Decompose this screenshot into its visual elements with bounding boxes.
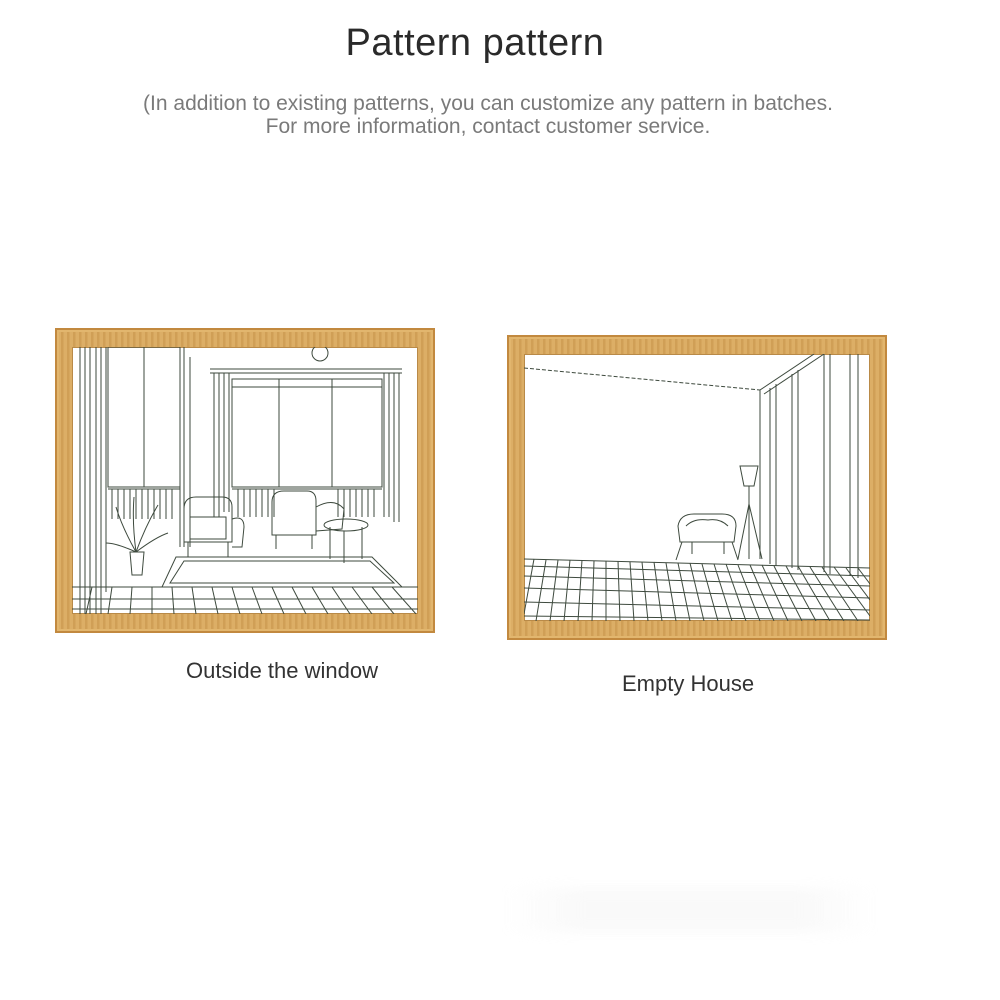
subtitle-line-2: For more information, contact customer service. [265, 115, 711, 138]
pattern-illustration-empty-house [524, 354, 870, 621]
page-subtitle [0, 92, 976, 138]
page-title: Pattern pattern [345, 22, 605, 64]
empty-room-sketch-illustration [524, 354, 870, 621]
pattern-illustration-outside-the-window [72, 347, 418, 614]
subtitle-line-1: (In addition to existing patterns, you can customize any pattern in batches. [143, 92, 833, 115]
pattern-caption-empty-house: Empty House [622, 671, 755, 696]
pattern-frame-outside-the-window[interactable] [55, 328, 435, 633]
pattern-frame-empty-house[interactable] [507, 335, 887, 640]
faded-watermark [505, 888, 875, 932]
pattern-caption-outside-the-window: Outside the window [186, 658, 378, 683]
living-room-sketch-illustration [72, 347, 418, 614]
